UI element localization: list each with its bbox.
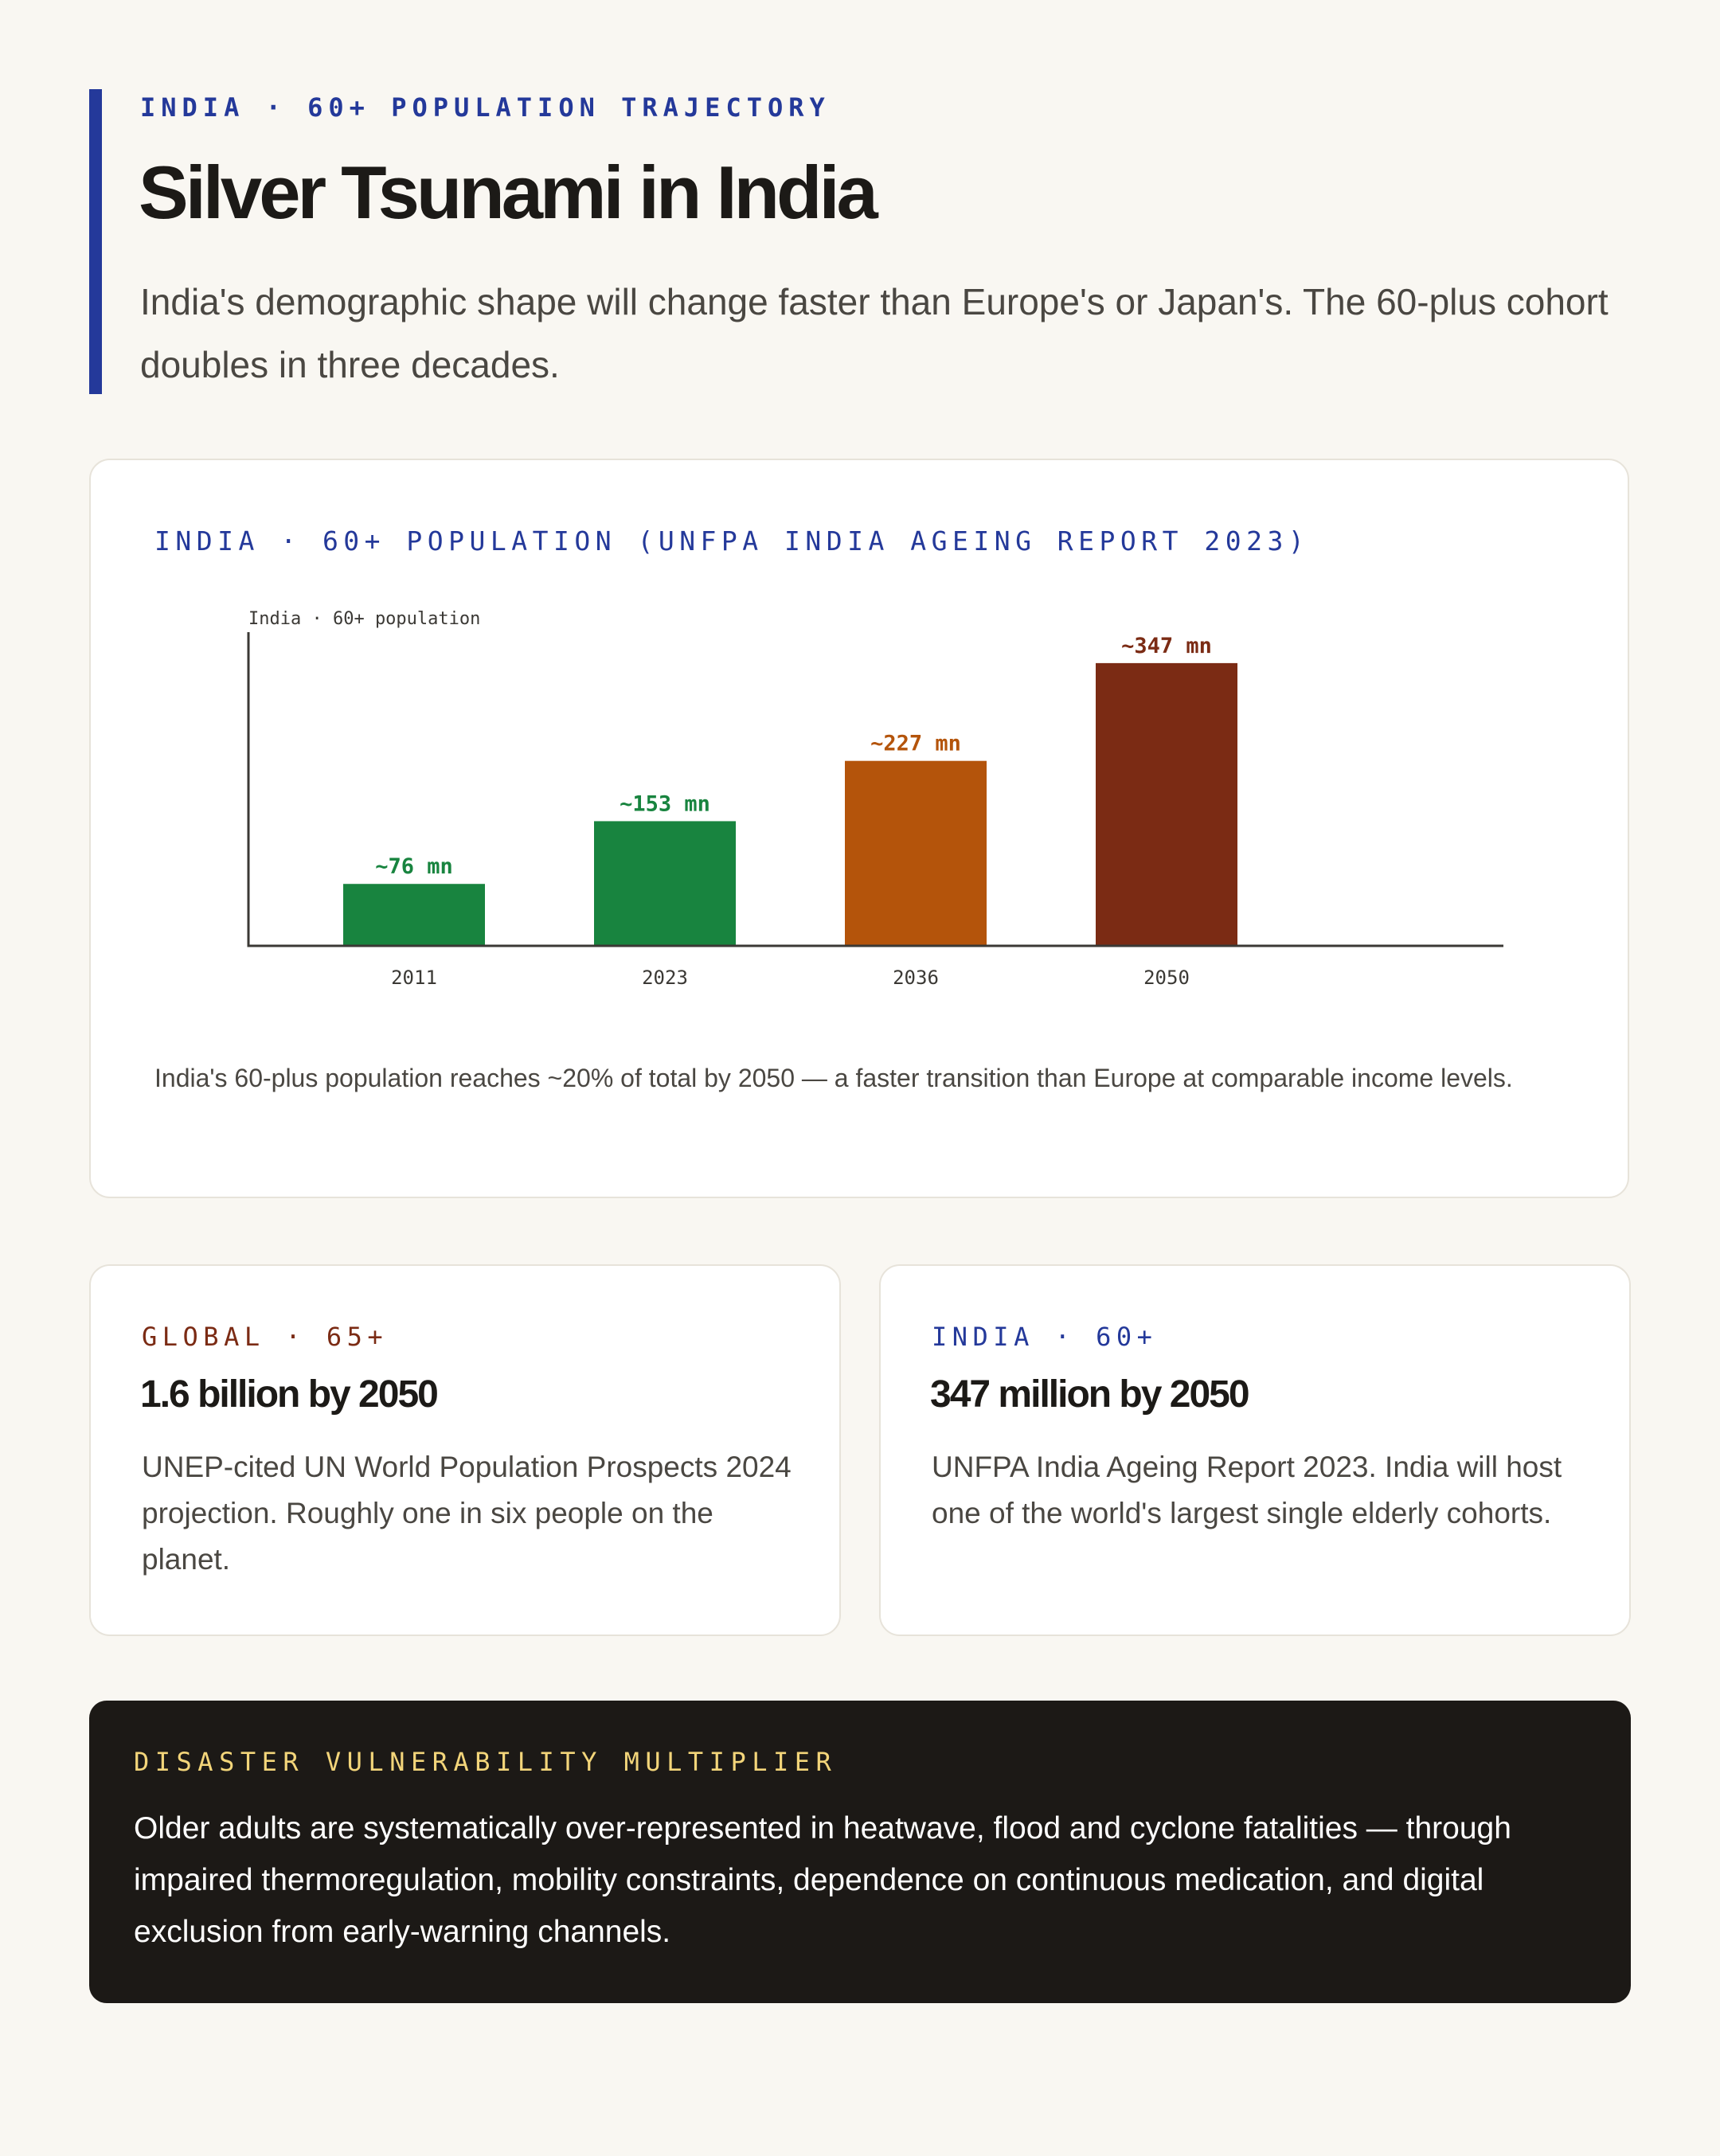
y-axis-label: India · 60+ population xyxy=(248,609,481,629)
callout-label: DISASTER VULNERABILITY MULTIPLIER xyxy=(134,1747,838,1777)
chart-card xyxy=(89,459,1629,1198)
stat-label: GLOBAL · 65+ xyxy=(142,1322,389,1352)
header xyxy=(89,89,1631,394)
stat-label: INDIA · 60+ xyxy=(932,1322,1158,1352)
bar-value-label: ~227 mn xyxy=(870,731,961,756)
vulnerability-callout xyxy=(89,1701,1631,2003)
bar-2050 xyxy=(1096,663,1237,946)
x-tick-label: 2050 xyxy=(1143,967,1190,989)
x-tick-label: 2036 xyxy=(893,967,939,989)
bar-2036 xyxy=(845,761,987,946)
bar-2023 xyxy=(594,821,736,946)
header-accent-bar xyxy=(89,89,102,394)
bars-layer xyxy=(343,634,1237,989)
bar-value-label: ~347 mn xyxy=(1121,633,1212,658)
stat-card-india xyxy=(879,1264,1631,1636)
chart-caption: India's 60-plus population reaches ~20% of total by 2050 — a faster transition than Europe at comparable income levels. xyxy=(154,1064,1513,1092)
stat-card-global xyxy=(89,1264,841,1636)
bar-value-label: ~153 mn xyxy=(620,791,710,817)
callout-text: Older adults are systematically over-represented in heatwave, flood and cyclone fatalities — through impaired thermoregulation, mobility constraints, dependence on continuous medication, and digital exclusion from early-warning channels. xyxy=(134,1811,1511,1949)
stat-description: UNEP-cited UN World Population Prospects 2024 projection. Roughly one in six people on the planet. xyxy=(142,1451,792,1576)
x-tick-label: 2011 xyxy=(391,967,437,989)
bar-2011 xyxy=(343,884,485,946)
bar-value-label: ~76 mn xyxy=(375,854,453,880)
chart-heading: INDIA · 60+ POPULATION (UNFPA INDIA AGEING REPORT 2023) xyxy=(154,525,1310,557)
page-title: Silver Tsunami in India xyxy=(139,150,875,234)
stat-value: 347 million by 2050 xyxy=(930,1373,1249,1416)
x-tick-label: 2023 xyxy=(642,967,688,989)
stat-value: 1.6 billion by 2050 xyxy=(140,1373,437,1416)
eyebrow: INDIA · 60+ POPULATION TRAJECTORY xyxy=(140,92,831,123)
page-subtitle: India's demographic shape will change faster than Europe's or Japan's. The 60-plus cohort doubles in three decades. xyxy=(140,281,1609,385)
stat-description: UNFPA India Ageing Report 2023. India will host one of the world's largest single elderly cohorts. xyxy=(932,1451,1562,1529)
